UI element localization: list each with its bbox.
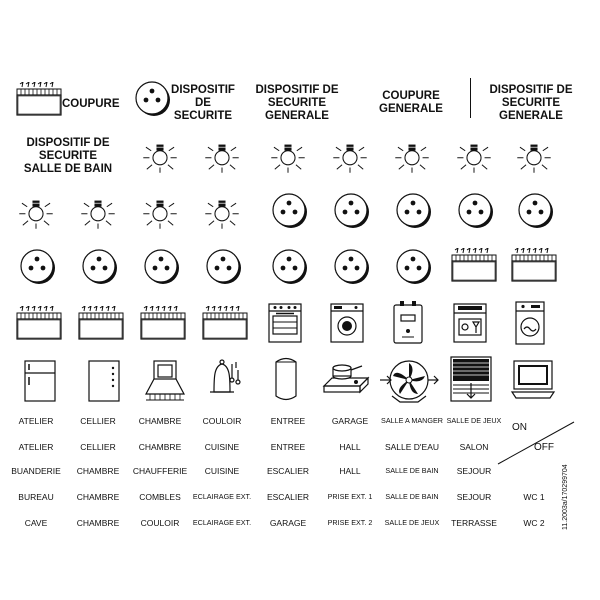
light-bulb-icon bbox=[328, 134, 372, 178]
room-label: ATELIER bbox=[18, 416, 54, 426]
room-label: CELLIER bbox=[80, 416, 116, 426]
room-label: CHAUFFERIE bbox=[132, 466, 188, 476]
room-label: BUANDERIE bbox=[11, 466, 61, 476]
radiator-icon bbox=[78, 306, 124, 340]
switch-on-label: ON bbox=[512, 422, 527, 433]
room-label: SEJOUR bbox=[456, 492, 492, 502]
socket-icon bbox=[269, 190, 309, 230]
room-label: CHAMBRE bbox=[138, 416, 182, 426]
room-label: ENTREE bbox=[270, 442, 306, 452]
radiator-icon bbox=[511, 248, 557, 282]
light-bulb-icon bbox=[200, 190, 244, 234]
room-label: SALLE DE BAIN bbox=[385, 492, 439, 501]
room-label: BUREAU bbox=[18, 492, 54, 502]
room-label: TERRASSE bbox=[451, 518, 497, 528]
room-label: HALL bbox=[339, 466, 361, 476]
room-label: PRISE EXT. 1 bbox=[327, 492, 373, 501]
socket-icon bbox=[393, 246, 433, 286]
radiator-icon bbox=[202, 306, 248, 340]
room-label: CUISINE bbox=[204, 466, 240, 476]
room-label: CAVE bbox=[24, 518, 48, 528]
room-label: CHAMBRE bbox=[76, 518, 120, 528]
boiler-tank-icon bbox=[274, 356, 298, 402]
header-coupure-generale: COUPURE GENERALE bbox=[379, 90, 443, 115]
header-coupure: COUPURE bbox=[62, 98, 120, 110]
room-label: COULOIR bbox=[202, 416, 242, 426]
header-dispositif-securite-generale-2: DISPOSITIF DE SECURITE GENERALE bbox=[489, 84, 573, 122]
room-label: PRISE EXT. 2 bbox=[327, 518, 373, 527]
room-label: CHAMBRE bbox=[76, 492, 120, 502]
socket-icon bbox=[331, 246, 371, 286]
socket-icon bbox=[269, 246, 309, 286]
room-label: CUISINE bbox=[204, 442, 240, 452]
ventilation-fan-icon bbox=[378, 356, 440, 404]
room-label: CELLIER bbox=[80, 442, 116, 452]
room-label: ESCALIER bbox=[266, 466, 310, 476]
room-label: COMBLES bbox=[139, 492, 181, 502]
header-dispositif-securite: DISPOSITIF DE SECURITE bbox=[171, 84, 235, 122]
dishwasher-icon bbox=[453, 303, 487, 343]
radiator-icon bbox=[16, 306, 62, 340]
room-label: ECLAIRAGE EXT. bbox=[192, 492, 252, 501]
light-bulb-icon bbox=[138, 190, 182, 234]
refrigerator-icon bbox=[24, 360, 56, 402]
room-label: SALLE DE BAIN bbox=[385, 466, 439, 475]
socket-icon bbox=[455, 190, 495, 230]
light-bulb-icon bbox=[200, 134, 244, 178]
header-dispositif-securite-salle-de-bain: DISPOSITIF DE SECURITE SALLE DE BAIN bbox=[23, 137, 113, 175]
room-label: ECLAIRAGE EXT. bbox=[192, 518, 252, 527]
room-label: COULOIR bbox=[140, 518, 180, 528]
room-label: ENTREE bbox=[270, 416, 306, 426]
radiator-icon bbox=[451, 248, 497, 282]
room-label: WC 1 bbox=[523, 492, 545, 502]
socket-icon bbox=[515, 190, 555, 230]
socket-icon bbox=[79, 246, 119, 286]
computer-icon bbox=[510, 360, 556, 400]
room-label: SALLE D'EAU bbox=[384, 442, 440, 452]
room-label: SALLE DE JEUX bbox=[384, 518, 440, 527]
room-label: SALON bbox=[459, 442, 489, 452]
socket-icon bbox=[141, 246, 181, 286]
radiator-icon bbox=[140, 306, 186, 340]
socket-icon bbox=[203, 246, 243, 286]
room-label: SEJOUR bbox=[456, 466, 492, 476]
shutter-icon bbox=[450, 356, 492, 402]
light-bulb-icon bbox=[76, 190, 120, 234]
freezer-icon bbox=[88, 360, 120, 402]
dryer-icon bbox=[515, 301, 545, 345]
room-label: CHAMBRE bbox=[76, 466, 120, 476]
washing-machine-icon bbox=[330, 303, 364, 343]
switch-off-label: OFF bbox=[534, 442, 554, 453]
room-label: SALLE DE JEUX bbox=[446, 416, 502, 425]
light-bulb-icon bbox=[266, 134, 310, 178]
room-label: GARAGE bbox=[331, 416, 369, 426]
socket-icon bbox=[331, 190, 371, 230]
header-dispositif-securite-generale-1: DISPOSITIF DE SECURITE GENERALE bbox=[255, 84, 339, 122]
light-bulb-icon bbox=[512, 134, 556, 178]
reference-code: 11.2003a/170299704 bbox=[562, 464, 569, 530]
hood-icon bbox=[144, 360, 186, 402]
socket-icon bbox=[393, 190, 433, 230]
room-label: ATELIER bbox=[18, 442, 54, 452]
light-bulb-icon bbox=[390, 134, 434, 178]
room-label: CHAMBRE bbox=[138, 442, 182, 452]
cooktop-icon bbox=[322, 362, 370, 398]
room-label: SALLE A MANGER bbox=[381, 416, 443, 425]
room-label: WC 2 bbox=[523, 518, 545, 528]
light-bulb-icon bbox=[452, 134, 496, 178]
oven-icon bbox=[268, 303, 302, 343]
light-bulb-icon bbox=[138, 134, 182, 178]
water-heater-icon bbox=[393, 301, 423, 345]
room-label: GARAGE bbox=[269, 518, 307, 528]
room-label: HALL bbox=[339, 442, 361, 452]
light-bulb-icon bbox=[14, 190, 58, 234]
doorbell-icon bbox=[200, 356, 248, 404]
radiator-icon bbox=[16, 82, 62, 116]
socket-icon bbox=[17, 246, 57, 286]
room-label: ESCALIER bbox=[266, 492, 310, 502]
